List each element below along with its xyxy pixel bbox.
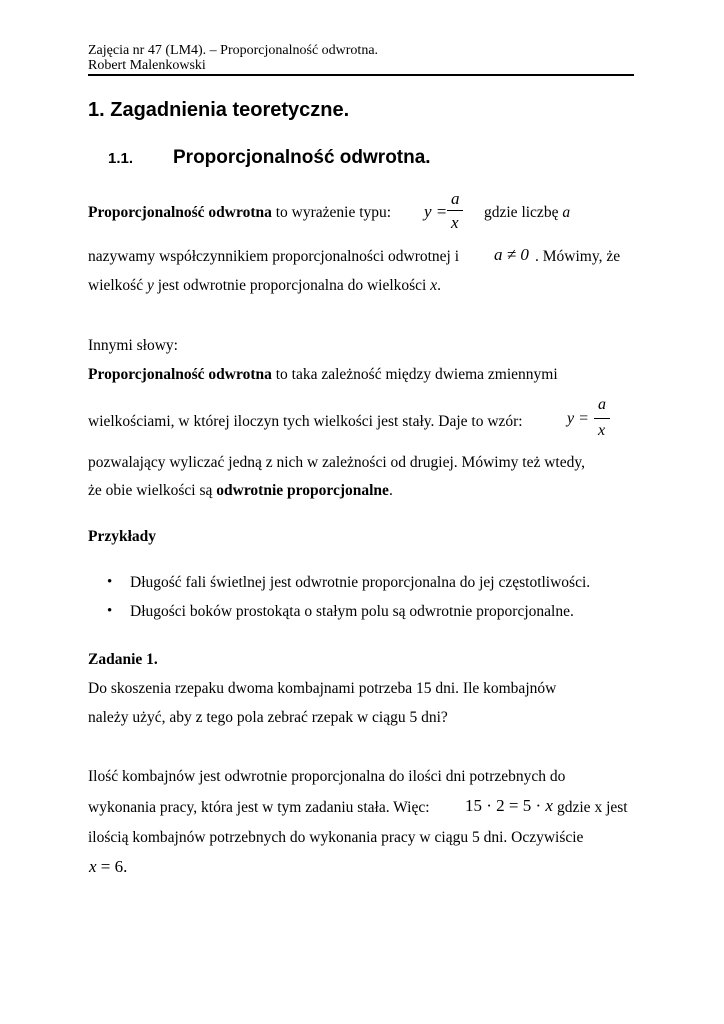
example-item: Długość fali świetlnej jest odwrotnie proporcjonalna do jej częstotliwości. <box>130 574 591 591</box>
definition-term: Proporcjonalność odwrotna <box>88 204 272 221</box>
var-a: a <box>562 204 571 221</box>
formula-numerator: a <box>451 189 460 208</box>
definition-text-2: gdzie liczbę a <box>484 204 571 221</box>
var-y: y <box>146 277 154 294</box>
bullet-icon: • <box>107 574 113 590</box>
bullet-icon: • <box>107 603 113 619</box>
other-words-line-4: że obie wielkości są odwrotnie proporcjonalne. <box>88 482 393 499</box>
header-title: Zajęcia nr 47 (LM4). – Proporcjonalność odwrotna. <box>88 43 379 58</box>
subsection-title: Proporcjonalność odwrotna. <box>173 147 431 168</box>
header-author: Robert Malenkowski <box>88 58 206 73</box>
other-words-term: Proporcjonalność odwrotna <box>88 366 272 383</box>
formula2-numerator: a <box>598 396 606 413</box>
task-heading: Zadanie 1. <box>88 651 158 668</box>
answer-formula: x = 6. <box>89 857 128 876</box>
section-heading: 1. Zagadnienia teoretyczne. <box>88 99 350 121</box>
formula2-lhs: y = <box>567 410 589 427</box>
definition-line-2-end: . Mówimy, że <box>535 248 621 265</box>
formula2-fraction-bar <box>594 418 610 419</box>
other-words-line-1: Proporcjonalność odwrotna to taka zależność między dwiema zmiennymi <box>88 366 558 383</box>
condition-formula: a ≠ 0 <box>494 245 529 264</box>
definition-line-2: nazywamy współczynnikiem proporcjonalności odwrotnej i <box>88 248 460 265</box>
definition-text: to wyrażenie typu: <box>271 204 392 221</box>
solution-formula: 15 · 2 = 5 · x <box>465 796 553 815</box>
solution-line-2-end: gdzie x jest <box>557 799 628 816</box>
formula-denominator: x <box>451 213 459 232</box>
solution-line-2: wykonania pracy, która jest w tym zadaniu stała. Więc: <box>88 799 430 816</box>
header-divider <box>88 74 634 76</box>
task-line-2: należy użyć, aby z tego pola zebrać rzepak w ciągu 5 dni? <box>88 709 448 726</box>
other-words-line-3: pozwalający wyliczać jedną z nich w zależności od drugiej. Mówimy też wtedy, <box>88 454 585 471</box>
subsection-number: 1.1. <box>108 150 134 167</box>
formula-fraction-bar <box>447 210 463 211</box>
other-words-intro: Innymi słowy: <box>88 337 178 354</box>
task-line-1: Do skoszenia rzepaku dwoma kombajnami potrzeba 15 dni. Ile kombajnów <box>88 680 557 697</box>
other-words-line-2: wielkościami, w której iloczyn tych wielkości jest stały. Daje to wzór: <box>88 413 523 430</box>
other-words-bold: odwrotnie proporcjonalne <box>216 482 389 499</box>
formula2-denominator: x <box>598 422 606 439</box>
solution-line-1: Ilość kombajnów jest odwrotnie proporcjonalna do ilości dni potrzebnych do <box>88 768 566 785</box>
definition-line-1 <box>88 204 391 222</box>
var-x: x <box>430 277 438 294</box>
examples-heading: Przykłady <box>88 528 157 545</box>
formula-lhs: y = <box>424 202 448 221</box>
example-item: Długości boków prostokąta o stałym polu są odwrotnie proporcjonalne. <box>130 603 574 620</box>
definition-line-3: wielkość y jest odwrotnie proporcjonalna do wielkości x. <box>88 277 441 294</box>
solution-line-3: ilością kombajnów potrzebnych do wykonania pracy w ciągu 5 dni. Oczywiście <box>88 829 584 846</box>
